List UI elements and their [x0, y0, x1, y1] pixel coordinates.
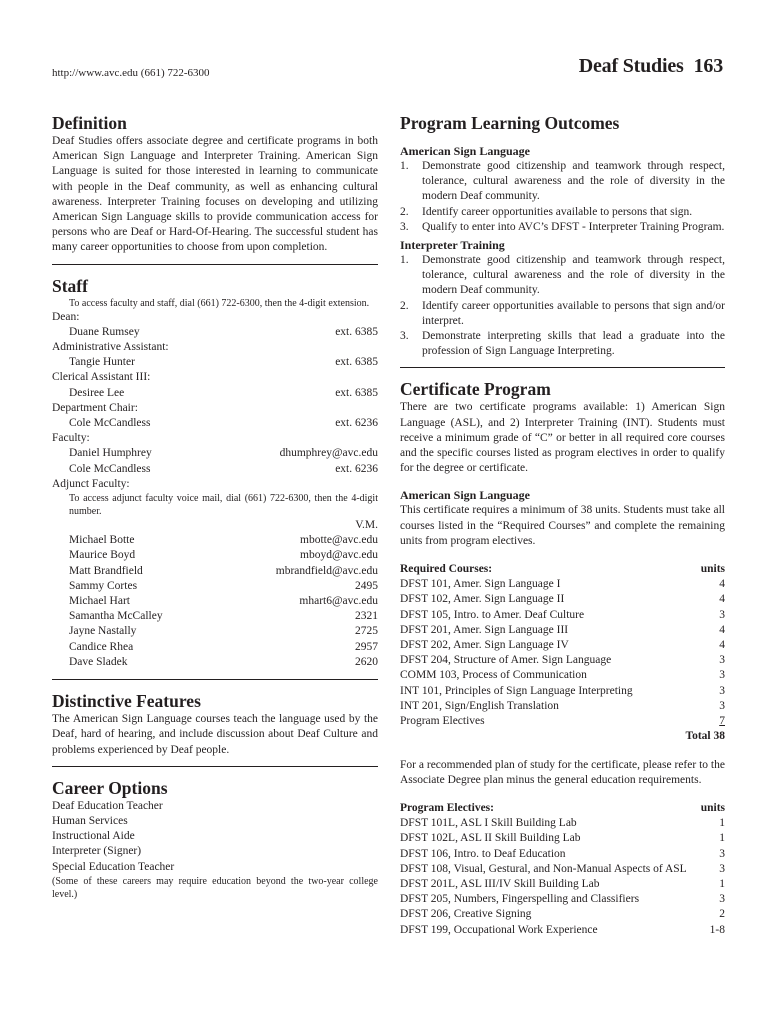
units-label: units	[700, 563, 725, 576]
adjunct-row	[52, 579, 378, 594]
outcomes-int-heading: Interpreter Training	[400, 238, 505, 253]
course-row	[400, 592, 725, 607]
outcome-item	[400, 329, 725, 359]
adjunct-name: Matt Brandfield	[69, 564, 143, 577]
adjunct-contact: mboyd@avc.edu	[300, 549, 378, 562]
course-name: DFST 205, Numbers, Fingerspelling and Classifiers	[400, 893, 640, 906]
course-name: DFST 101L, ASL I Skill Building Lab	[400, 817, 577, 830]
outcome-text: Identify career opportunities available to persons that sign.	[422, 205, 693, 218]
certificate-asl-text: This certificate requires a minimum of 38 units. Students must take all courses listed in the “Required Courses” and complete the remaining units from program electives.	[400, 504, 725, 547]
required-header	[400, 562, 725, 577]
elective-row	[400, 877, 725, 892]
staff-name: Duane Rumsey	[69, 325, 140, 338]
outcome-number: 2.	[400, 299, 409, 312]
outcome-item	[400, 220, 725, 235]
course-units: 3	[719, 654, 725, 667]
career-item: Special Education Teacher	[52, 860, 175, 873]
page-header-title	[578, 55, 723, 77]
elective-row	[400, 892, 725, 907]
outcome-number: 1.	[400, 254, 409, 267]
outcome-item	[400, 205, 725, 220]
certificate-asl-heading: American Sign Language	[400, 488, 531, 503]
career-item: Interpreter (Signer)	[52, 845, 142, 858]
staff-name: Cole McCandless	[69, 462, 151, 475]
outcome-text: Demonstrate good citizenship and teamwork through respect, tolerance, cultural awareness and the role of diversity in the modern Deaf community.	[422, 160, 725, 203]
adjunct-row	[52, 640, 378, 655]
outcome-text: Identify career opportunities available to persons that sign and/or interpret.	[422, 299, 725, 327]
adjunct-row	[52, 594, 378, 609]
staff-faculty-label: Faculty:	[52, 432, 90, 445]
elective-row	[400, 847, 725, 862]
staff-row	[52, 386, 378, 401]
course-name: DFST 202, Amer. Sign Language IV	[400, 639, 569, 652]
elective-row	[400, 862, 725, 877]
course-name: DFST 106, Intro. to Deaf Education	[400, 847, 566, 860]
course-row	[400, 653, 725, 668]
outcomes-heading: Program Learning Outcomes	[400, 113, 620, 133]
elective-row	[400, 923, 725, 938]
course-name: INT 101, Principles of Sign Language Interpreting	[400, 684, 633, 697]
staff-row	[52, 416, 378, 431]
adjunct-contact: mhart6@avc.edu	[299, 595, 378, 608]
staff-name: Daniel Humphrey	[69, 447, 152, 460]
course-name: INT 201, Sign/English Translation	[400, 699, 559, 712]
outcome-item	[400, 299, 725, 329]
course-units: 3	[719, 608, 725, 621]
adjunct-row	[52, 564, 378, 579]
adjunct-name: Sammy Cortes	[69, 579, 138, 592]
adjunct-contact: 2620	[355, 655, 378, 668]
adjunct-contact: mbrandfield@avc.edu	[275, 564, 378, 577]
course-name: Program Electives	[400, 715, 485, 728]
course-row	[400, 684, 725, 699]
electives-label: Program Electives:	[400, 801, 494, 814]
elective-row	[400, 831, 725, 846]
course-units: 7	[719, 715, 725, 728]
course-units: 3	[719, 847, 725, 860]
adjunct-name: Jayne Nastally	[69, 625, 137, 638]
definition-text: Deaf Studies offers associate degree and certificate programs in both American Sign Language and Interpreter Training. American Sign Language is suited for those interested in learning to communicate with people in the Deaf community, as well as enhancing cultural awareness. Interpreter Training focuses on developing and utilizing American Sign Language skills to provide communication access for persons who are Deaf or Hard-Of-Hearing. The successful student has many career opportunities to choose from upon completion.	[52, 135, 378, 254]
career-heading: Career Options	[52, 777, 168, 798]
divider	[52, 679, 378, 680]
outcome-text: Demonstrate good citizenship and teamwork through respect, tolerance, cultural awareness and the role of diversity in the modern Deaf community.	[422, 254, 725, 297]
outcomes-int-list	[400, 253, 725, 359]
adjunct-row	[52, 609, 378, 624]
staff-contact: ext. 6385	[335, 356, 378, 369]
outcome-number: 2.	[400, 205, 409, 218]
staff-row	[52, 355, 378, 370]
course-units: 1	[719, 817, 725, 830]
course-units: 3	[719, 699, 725, 712]
left-column	[52, 112, 378, 901]
course-units: 1	[719, 832, 725, 845]
staff-heading: Staff	[52, 275, 88, 296]
outcome-number: 3.	[400, 220, 409, 233]
electives-header	[400, 801, 725, 816]
staff-name: Tangie Hunter	[69, 356, 135, 369]
course-row	[400, 623, 725, 638]
career-item: Instructional Aide	[52, 830, 135, 843]
elective-row	[400, 816, 725, 831]
course-units: 3	[719, 893, 725, 906]
elective-row	[400, 907, 725, 922]
outcome-text: Demonstrate interpreting skills that lead a graduate into the profession of Sign Language Interpreting.	[422, 330, 725, 358]
divider	[52, 264, 378, 265]
adjunct-row	[52, 655, 378, 670]
units-total: Total 38	[685, 730, 725, 743]
adjunct-contact: 2321	[355, 610, 378, 623]
course-row	[400, 608, 725, 623]
distinctive-heading: Distinctive Features	[52, 691, 201, 712]
course-name: DFST 102, Amer. Sign Language II	[400, 593, 565, 606]
course-row	[400, 668, 725, 683]
section-title: Deaf Studies	[578, 55, 684, 77]
course-units: 4	[719, 623, 725, 636]
course-name: DFST 101, Amer. Sign Language I	[400, 578, 561, 591]
divider	[52, 766, 378, 767]
course-row	[400, 638, 725, 653]
staff-dean-label: Dean:	[52, 310, 80, 323]
course-name: COMM 103, Process of Communication	[400, 669, 587, 682]
adjunct-contact: 2495	[355, 579, 378, 592]
staff-name: Desiree Lee	[69, 386, 125, 399]
adjunct-note: To access adjunct faculty voice mail, dial (661) 722-6300, then the 4-digit number.	[69, 493, 378, 518]
certificate-heading: Certificate Program	[400, 379, 551, 400]
career-item: Deaf Education Teacher	[52, 799, 163, 812]
staff-contact: ext. 6385	[335, 386, 378, 399]
course-name: DFST 204, Structure of Amer. Sign Language	[400, 654, 612, 667]
staff-row	[52, 325, 378, 340]
course-units: 3	[719, 669, 725, 682]
adjunct-row	[52, 624, 378, 639]
course-row	[400, 699, 725, 714]
adjunct-name: Michael Hart	[69, 595, 130, 608]
outcome-item	[400, 253, 725, 299]
course-units: 3	[719, 684, 725, 697]
staff-contact: ext. 6236	[335, 417, 378, 430]
adjunct-name: Samantha McCalley	[69, 610, 163, 623]
required-label: Required Courses:	[400, 563, 493, 576]
adjunct-name: Dave Sladek	[69, 655, 128, 668]
adjunct-contact: 2725	[355, 625, 378, 638]
header-contact: http://www.avc.edu (661) 722-6300	[52, 67, 210, 79]
adjunct-name: Maurice Boyd	[69, 549, 136, 562]
course-units: 2	[719, 908, 725, 921]
course-name: DFST 201, Amer. Sign Language III	[400, 623, 569, 636]
course-row	[400, 714, 725, 729]
page-number: 163	[693, 55, 723, 77]
staff-name: Cole McCandless	[69, 417, 151, 430]
course-units: 4	[719, 639, 725, 652]
plan-note: For a recommended plan of study for the certificate, please refer to the Associate Degree plan minus the general education requirements.	[400, 758, 725, 786]
staff-clerical-label: Clerical Assistant III:	[52, 371, 151, 384]
career-item: Human Services	[52, 814, 128, 827]
adjunct-name: Michael Botte	[69, 534, 135, 547]
vm-label: V.M.	[355, 519, 378, 532]
staff-contact: ext. 6236	[335, 462, 378, 475]
course-units: 4	[719, 578, 725, 591]
right-column	[400, 112, 725, 938]
outcome-number: 1.	[400, 160, 409, 172]
course-units: 3	[719, 862, 725, 875]
staff-adjunct-label: Adjunct Faculty:	[52, 477, 130, 490]
adjunct-contact: mbotte@avc.edu	[300, 534, 378, 547]
staff-contact: dhumphrey@avc.edu	[279, 447, 378, 460]
distinctive-text: The American Sign Language courses teach the language used by the Deaf, hard of hearing, and include discussion about Deaf Culture and problems experienced by Deaf people.	[52, 713, 378, 756]
divider	[400, 367, 725, 368]
course-units: 1	[719, 877, 725, 890]
course-name: DFST 105, Intro. to Amer. Deaf Culture	[400, 608, 585, 621]
adjunct-row	[52, 548, 378, 563]
course-row	[400, 577, 725, 592]
course-name: DFST 108, Visual, Gestural, and Non-Manual Aspects of ASL	[400, 862, 687, 875]
units-label: units	[700, 801, 725, 814]
staff-contact: ext. 6385	[335, 325, 378, 338]
adjunct-name: Candice Rhea	[69, 640, 134, 653]
outcomes-asl-heading: American Sign Language	[400, 144, 531, 158]
course-units: 4	[719, 593, 725, 606]
staff-chair-label: Department Chair:	[52, 401, 138, 414]
course-name: DFST 199, Occupational Work Experience	[400, 923, 598, 936]
outcomes-asl-list	[400, 159, 725, 235]
staff-admin-label: Administrative Assistant:	[52, 341, 169, 354]
outcome-text: Qualify to enter into AVC’s DFST - Interpreter Training Program.	[422, 220, 725, 233]
career-note: (Some of these careers may require education beyond the two-year college level.)	[52, 875, 378, 900]
staff-row	[52, 462, 378, 477]
course-name: DFST 206, Creative Signing	[400, 908, 532, 921]
adjunct-contact: 2957	[355, 640, 378, 653]
definition-heading: Definition	[52, 113, 127, 133]
outcome-item	[400, 159, 725, 205]
course-units: 1-8	[709, 923, 725, 936]
outcome-number: 3.	[400, 330, 409, 343]
course-name: DFST 201L, ASL III/IV Skill Building Lab	[400, 877, 600, 890]
staff-row	[52, 446, 378, 461]
certificate-intro: There are two certificate programs available: 1) American Sign Language (ASL), and 2) Interpreter Training (INT). Students must receive a minimum grade of “C” or better in all required core courses and the specific courses listed as program electives in order to qualify for the degree or certificate.	[400, 401, 725, 475]
adjunct-row	[52, 533, 378, 548]
staff-note: To access faculty and staff, dial (661) 722-6300, then the 4-digit extension.	[69, 297, 370, 309]
course-name: DFST 102L, ASL II Skill Building Lab	[400, 832, 581, 845]
